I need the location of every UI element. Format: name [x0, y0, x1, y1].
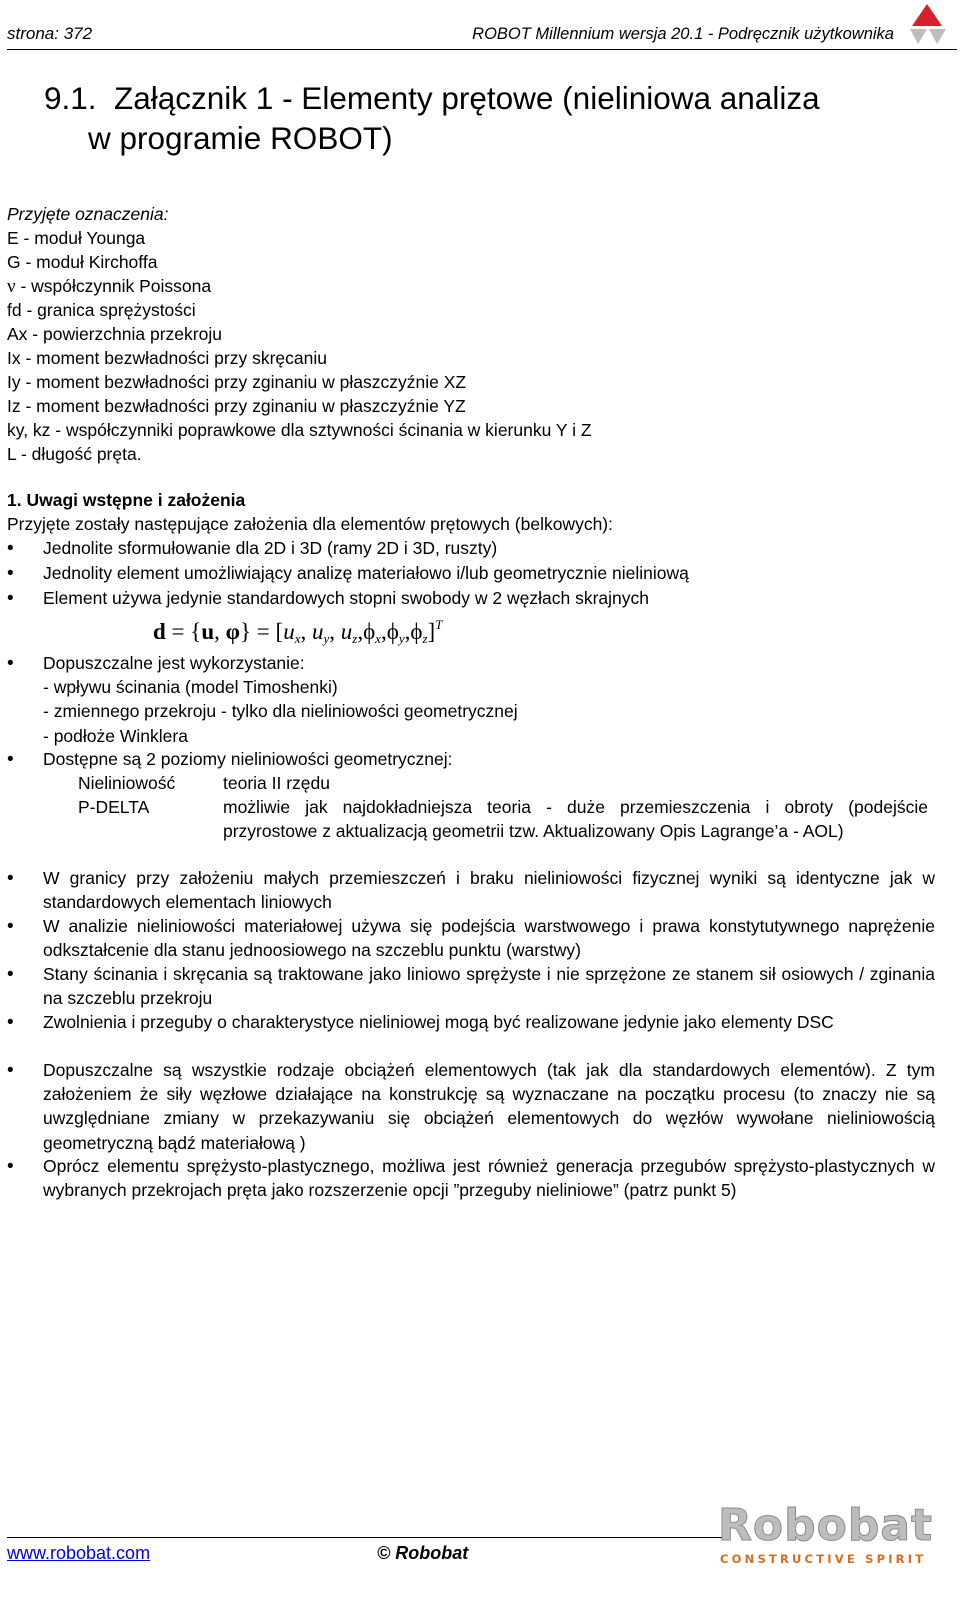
- bullet-icon: [7, 1058, 27, 1083]
- section-intro: Przyjęte zostały następujące założenia dla elementów prętowych (belkowych):: [7, 514, 613, 534]
- page-number: strona: 372: [7, 24, 93, 43]
- brand-slogan: CONSTRUCTIVE SPIRIT: [720, 1552, 927, 1566]
- section-heading: [44, 78, 820, 158]
- brand-name: Robobat: [718, 1500, 934, 1551]
- bullet-icon: [7, 747, 27, 772]
- bullet-icon: [7, 561, 27, 586]
- notation-item-text: - współczynnik Poissona: [20, 276, 212, 296]
- section-title: 1. Uwagi wstępne i założenia: [7, 490, 246, 510]
- notation-item: Iy - moment bezwładności przy zginaniu w płaszczyźnie XZ: [7, 372, 467, 392]
- bullet-icon: [7, 651, 27, 676]
- robot-logo-icon: [902, 2, 952, 48]
- notation-intro: Przyjęte oznaczenia:: [7, 204, 169, 224]
- notation-item: [7, 274, 211, 299]
- heading-number: 9.1.: [44, 80, 97, 116]
- notation-item: Iz - moment bezwładności przy zginaniu w płaszczyźnie YZ: [7, 396, 466, 416]
- bullet-icon: [7, 914, 27, 939]
- footer-divider: [7, 1537, 727, 1538]
- bullet-icon: [7, 536, 27, 561]
- header-divider: [7, 49, 957, 50]
- notation-item: fd - granica sprężystości: [7, 300, 196, 320]
- page-header: [7, 24, 952, 50]
- bullet-icon: [7, 962, 27, 987]
- bullet-icon: [7, 586, 27, 611]
- manual-title: ROBOT Millennium wersja 20.1 - Podręcznik użytkownika: [472, 25, 894, 43]
- website-link[interactable]: www.robobat.com: [7, 1543, 151, 1563]
- notation-item: E - moduł Younga: [7, 228, 146, 248]
- heading-line-1: Załącznik 1 - Elementy prętowe (nieliniowa analiza: [114, 80, 820, 116]
- robobat-logo: [718, 1500, 938, 1570]
- bullet-icon: [7, 866, 27, 891]
- notation-item: L - długość pręta.: [7, 444, 142, 464]
- notation-item: Ix - moment bezwładności przy skręcaniu: [7, 348, 327, 368]
- notation-item: G - moduł Kirchoffa: [7, 252, 158, 272]
- heading-line-2: w programie ROBOT): [88, 120, 393, 156]
- copyright-text: © Robobat: [377, 1543, 469, 1563]
- notation-item: Ax - powierzchnia przekroju: [7, 324, 222, 344]
- bullet-icon: [7, 1154, 27, 1179]
- dof-formula: d = {u, $\varphi\} = [u_x$, $u_y$, $u_z,\phi_x,\phi_y,\phi_z]^T$: [153, 617, 443, 646]
- notation-item: ky, kz - współczynniki poprawkowe dla sztywności ścinania w kierunku Y i Z: [7, 420, 592, 440]
- nu-symbol: ν: [7, 276, 16, 297]
- bullet-icon: [7, 1010, 27, 1035]
